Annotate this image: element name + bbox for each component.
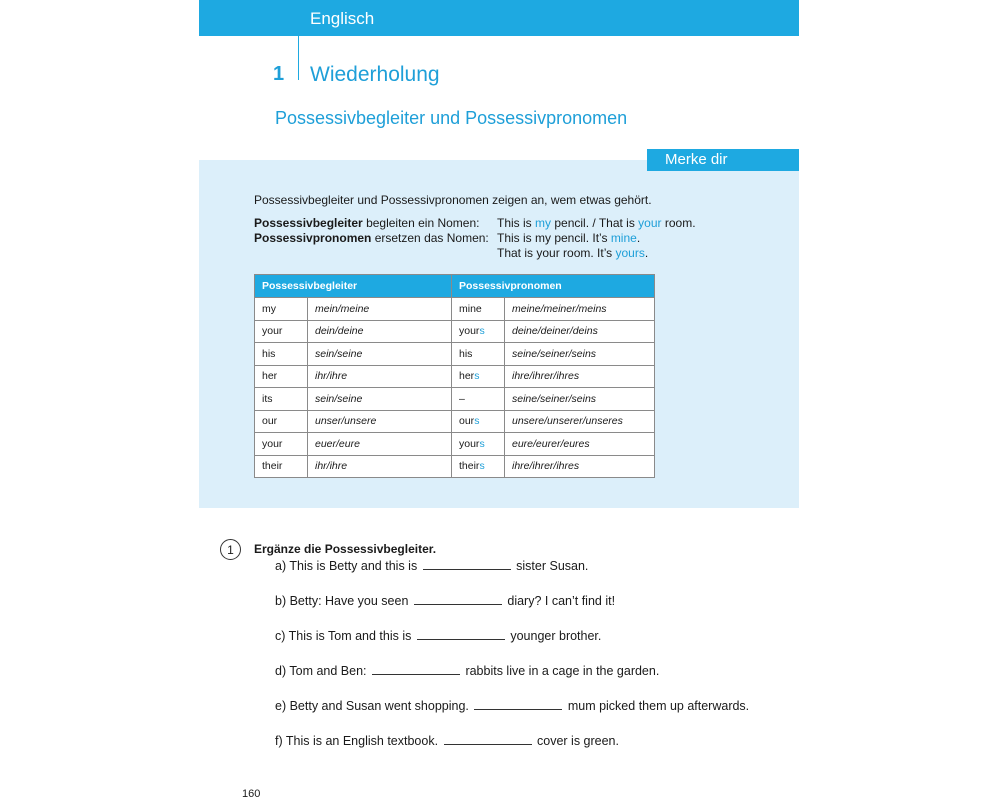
table-row [255,365,655,388]
table-row [255,455,655,478]
exercise-item: e) Betty and Susan went shopping. mum picked them up afterwards. [275,699,750,713]
answer-blank[interactable] [474,699,562,710]
example-line: This is my pencil. It’s mine. [497,231,641,245]
answer-blank[interactable] [444,734,532,745]
exercise-title: Ergänze die Possessivbegleiter. [254,542,437,556]
table-cell: yours [452,433,505,456]
answer-blank[interactable] [372,664,460,675]
rule-pronomen: Possessivpronomen ersetzen das Nomen: [254,231,489,245]
table-cell: dein/deine [308,320,452,343]
table-cell: yours [452,320,505,343]
exercise-item: c) This is Tom and this is younger brother. [275,629,602,643]
table-cell: ihr/ihre [308,455,452,478]
exercise-item: d) Tom and Ben: rabbits live in a cage in the garden. [275,664,660,678]
exercise-item: a) This is Betty and this is sister Susan. [275,559,589,573]
table-cell: ihre/ihrer/ihres [505,365,655,388]
chapter-number: 1 [273,63,285,85]
table-cell: hers [452,365,505,388]
table-row [255,298,655,321]
table-cell: our [255,410,308,433]
merke-tag: Merke dir [647,149,799,171]
table-cell: mine [452,298,505,321]
table-cell: your [255,320,308,343]
table-cell: her [255,365,308,388]
table-row [255,343,655,366]
table-cell: ihre/ihrer/ihres [505,455,655,478]
table-cell: ours [452,410,505,433]
header-bar [199,0,799,36]
exercise-item: f) This is an English textbook. cover is green. [275,734,619,748]
table-cell: theirs [452,455,505,478]
table-cell: his [452,343,505,366]
table-cell: his [255,343,308,366]
table-cell: its [255,388,308,411]
table-cell: sein/seine [308,343,452,366]
page-number: 160 [242,788,261,800]
table-row [255,320,655,343]
answer-blank[interactable] [417,629,505,640]
table-header: Possessivpronomen [452,275,655,298]
table-cell: my [255,298,308,321]
table-cell: seine/seiner/seins [505,388,655,411]
table-cell: unsere/unserer/unseres [505,410,655,433]
table-header: Possessivbegleiter [255,275,452,298]
table-cell: meine/meiner/meins [505,298,655,321]
example-line: This is my pencil. / That is your room. [497,216,696,230]
table-cell: ihr/ihre [308,365,452,388]
table-cell: deine/deiner/deins [505,320,655,343]
possessive-table [254,274,655,478]
rule-begleiter: Possessivbegleiter begleiten ein Nomen: [254,216,480,230]
table-cell: eure/eurer/eures [505,433,655,456]
table-cell: sein/seine [308,388,452,411]
header-divider [298,0,299,80]
table-row [255,410,655,433]
chapter-title: Wiederholung [310,63,440,86]
table-cell: your [255,433,308,456]
table-cell: their [255,455,308,478]
table-cell: – [452,388,505,411]
table-cell: seine/seiner/seins [505,343,655,366]
merke-intro: Possessivbegleiter und Possessivpronomen zeigen an, wem etwas gehört. [254,193,652,207]
table-row [255,388,655,411]
table-cell: unser/unsere [308,410,452,433]
exercise-item: b) Betty: Have you seen diary? I can’t find it! [275,594,616,608]
section-title: Possessivbegleiter und Possessivpronomen [275,108,628,128]
table-cell: mein/meine [308,298,452,321]
exercise-number: 1 [220,539,241,560]
table-cell: euer/eure [308,433,452,456]
answer-blank[interactable] [423,559,511,570]
answer-blank[interactable] [414,594,502,605]
table-row [255,433,655,456]
subject-title: Englisch [310,9,375,28]
example-line: That is your room. It’s yours. [497,246,649,260]
